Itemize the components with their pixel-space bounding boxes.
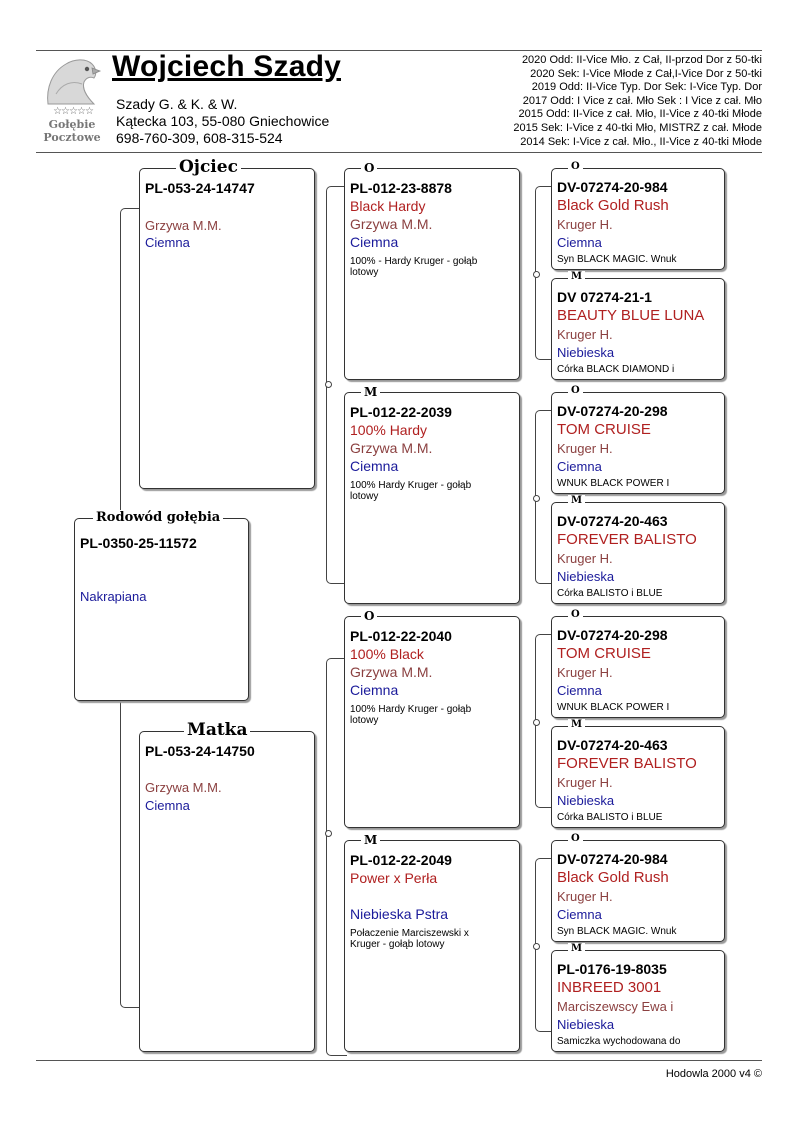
grandparent-note-line1: Połaczenie Marciszewski x	[350, 928, 469, 939]
sire-ring-number: PL-053-24-14747	[145, 180, 255, 196]
great-grandparent-ring-number: DV-07274-20-463	[557, 513, 668, 529]
dam-ring-number: PL-053-24-14750	[145, 743, 255, 759]
great-grandparent-ring-number: DV-07274-20-463	[557, 737, 668, 753]
footer-rule	[36, 1060, 762, 1061]
sire-color: Ciemna	[145, 235, 190, 250]
grandparent-note-line1: 100% Hardy Kruger - gołąb	[350, 480, 472, 491]
award-line: 2015 Sek: I-Vice z 40-tki Mło, MISTRZ z cał. Młode	[513, 121, 762, 134]
logo-text-line2: Pocztowe	[43, 131, 101, 144]
gp2-connector-node	[533, 495, 540, 502]
pigeon-logo	[36, 52, 108, 148]
grandparent-note-line2: lotowy	[350, 267, 379, 278]
grandparent-color: Ciemna	[350, 682, 399, 698]
great-grandparent-note: WNUK BLACK POWER I	[557, 702, 670, 713]
sire-title: Ojciec	[176, 159, 241, 175]
logo-stars: ☆☆☆☆☆	[53, 106, 93, 117]
great-grandparent-card	[551, 943, 725, 1052]
great-grandparent-note: Syn BLACK MAGIC. Wnuk	[557, 926, 677, 937]
dam-card	[139, 720, 315, 1052]
great-grandparent-ring-number: DV-07274-20-984	[557, 851, 668, 867]
great-grandparent-name: FOREVER BALISTO	[557, 755, 697, 772]
award-line: 2017 Odd: I Vice z cał. Mło Sek : I Vice z cał. Mło	[522, 94, 762, 107]
great-grandparent-tag: O	[568, 385, 583, 397]
gp3-connector-node	[533, 719, 540, 726]
great-grandparent-breeder: Kruger H.	[557, 665, 613, 680]
great-grandparent-name: FOREVER BALISTO	[557, 531, 697, 548]
grandparent-note-line1: 100% Hardy Kruger - gołąb	[350, 704, 472, 715]
award-line: 2014 Sek: I-Vice z cał. Mło., II-Vice z 40-tki Młode	[520, 135, 762, 148]
great-grandparent-tag: M	[568, 943, 585, 955]
sire-card	[139, 157, 315, 489]
great-grandparent-card	[551, 385, 725, 494]
great-grandparent-ring-number: DV-07274-20-984	[557, 179, 668, 195]
grandparent-name: Power x Perła	[350, 870, 438, 886]
grandparent-card	[344, 161, 520, 380]
grandparent-ring-number: PL-012-22-2040	[350, 628, 452, 644]
pigeon-head-icon	[42, 54, 102, 106]
footer-credit: Hodowla 2000 v4 ©	[665, 1068, 762, 1080]
great-grandparent-note: Syn BLACK MAGIC. Wnuk	[557, 254, 677, 265]
award-line: 2015 Odd: II-Vice z cał. Mło, II-Vice z 40-tki Młode	[518, 108, 762, 121]
logo-text	[36, 118, 108, 144]
grandparent-note-line2: Kruger - gołąb lotowy	[350, 939, 445, 950]
great-grandparent-note: Samiczka wychodowana do	[557, 1036, 681, 1047]
subject-title: Rodowód gołębia	[93, 510, 223, 526]
great-grandparent-ring-number: DV-07274-20-298	[557, 627, 668, 643]
great-grandparent-card	[551, 609, 725, 718]
great-grandparent-card	[551, 271, 725, 380]
gp1-connector-node	[533, 271, 540, 278]
grandparent-name: 100% Hardy	[350, 422, 428, 438]
subject-pigeon-card	[74, 510, 249, 701]
great-grandparent-color: Ciemna	[557, 459, 602, 474]
great-grandparent-ring-number: DV 07274-21-1	[557, 289, 652, 305]
award-line: 2020 Odd: II-Vice Mło. z Cał, II-przod Dor z 50-tki	[521, 54, 762, 66]
great-grandparent-card	[551, 719, 725, 828]
awards-list	[513, 54, 762, 149]
great-grandparent-color: Ciemna	[557, 683, 602, 698]
great-grandparent-tag: O	[568, 833, 583, 845]
grandparent-breeder: Grzywa M.M.	[350, 664, 433, 680]
grandparent-card	[344, 609, 520, 828]
gp4-connector-node	[533, 943, 540, 950]
grandparent-name: Black Hardy	[350, 198, 426, 214]
breeder-address: Kątecka 103, 55-080 Gniechowice	[116, 113, 330, 129]
great-grandparent-breeder: Kruger H.	[557, 889, 613, 904]
great-grandparent-note: Córka BALISTO i BLUE	[557, 812, 663, 823]
grandparent-color: Ciemna	[350, 234, 399, 250]
great-grandparent-breeder: Kruger H.	[557, 441, 613, 456]
great-grandparent-name: Black Gold Rush	[557, 869, 669, 886]
award-line: 2020 Sek: I-Vice Młode z Cał,I-Vice Dor z 50-tki	[530, 67, 762, 80]
great-grandparent-name: INBREED 3001	[557, 979, 662, 996]
great-grandparent-ring-number: PL-0176-19-8035	[557, 961, 667, 977]
great-grandparent-color: Ciemna	[557, 235, 602, 250]
great-grandparent-color: Niebieska	[557, 569, 615, 584]
dam-breeder: Grzywa M.M.	[145, 780, 222, 795]
great-grandparent-tag: M	[568, 495, 585, 507]
sire-connector-node	[325, 381, 332, 388]
great-grandparent-tag: O	[568, 609, 583, 621]
great-grandparent-note: Córka BALISTO i BLUE	[557, 588, 663, 599]
grandparent-name: 100% Black	[350, 646, 424, 662]
grandparent-tag: O	[361, 160, 377, 176]
great-grandparent-name: BEAUTY BLUE LUNA	[557, 307, 705, 324]
grandparent-tag: M	[361, 832, 380, 848]
grandparent-color: Niebieska Pstra	[350, 906, 449, 922]
great-grandparent-breeder: Kruger H.	[557, 775, 613, 790]
great-grandparent-color: Ciemna	[557, 907, 602, 922]
grandparent-tag: O	[361, 608, 377, 624]
great-grandparent-name: TOM CRUISE	[557, 421, 651, 438]
great-grandparent-tag: O	[568, 161, 583, 173]
dam-title: Matka	[184, 722, 250, 738]
grandparent-ring-number: PL-012-22-2049	[350, 852, 452, 868]
logo-text-line1: Gołębie	[48, 118, 96, 131]
great-grandparent-color: Niebieska	[557, 793, 615, 808]
great-grandparent-color: Niebieska	[557, 345, 615, 360]
grandparent-color: Ciemna	[350, 458, 399, 474]
great-grandparent-breeder: Marciszewscy Ewa i	[557, 999, 674, 1014]
grandparent-breeder: Grzywa M.M.	[350, 216, 433, 232]
great-grandparent-note: WNUK BLACK POWER I	[557, 478, 670, 489]
great-grandparent-card	[551, 833, 725, 942]
grandparent-note-line2: lotowy	[350, 491, 379, 502]
subject-color: Nakrapiana	[80, 589, 147, 604]
great-grandparent-breeder: Kruger H.	[557, 217, 613, 232]
great-grandparent-color: Niebieska	[557, 1017, 615, 1032]
breeder-owners: Szady G. & K. & W.	[116, 96, 238, 112]
great-grandparent-tag: M	[568, 719, 585, 731]
great-grandparent-breeder: Kruger H.	[557, 551, 613, 566]
grandparent-note-line2: lotowy	[350, 715, 379, 726]
great-grandparent-name: TOM CRUISE	[557, 645, 651, 662]
header-bottom-rule	[36, 152, 762, 153]
breeder-phones: 698-760-309, 608-315-524	[116, 130, 283, 146]
grandparent-card	[344, 833, 520, 1052]
grandparent-card	[344, 385, 520, 604]
subject-ring-number: PL-0350-25-11572	[80, 535, 197, 551]
grandparent-ring-number: PL-012-22-2039	[350, 404, 452, 420]
grandparent-tag: M	[361, 384, 380, 400]
great-grandparent-breeder: Kruger H.	[557, 327, 613, 342]
great-grandparent-card	[551, 161, 725, 270]
grandparent-note-line1: 100% - Hardy Kruger - gołąb	[350, 256, 478, 267]
dam-connector-node	[325, 830, 332, 837]
grandparent-breeder: Grzywa M.M.	[350, 440, 433, 456]
dam-color: Ciemna	[145, 798, 190, 813]
grandparent-ring-number: PL-012-23-8878	[350, 180, 452, 196]
award-line: 2019 Odd: II-Vice Typ. Dor Sek: I-Vice Typ. Dor	[531, 81, 762, 94]
breeder-name: Wojciech Szady	[112, 50, 341, 83]
great-grandparent-card	[551, 495, 725, 604]
sire-breeder: Grzywa M.M.	[145, 218, 222, 233]
great-grandparent-name: Black Gold Rush	[557, 197, 669, 214]
great-grandparent-ring-number: DV-07274-20-298	[557, 403, 668, 419]
great-grandparent-note: Córka BLACK DIAMOND i	[557, 364, 675, 375]
great-grandparent-tag: M	[568, 271, 585, 283]
